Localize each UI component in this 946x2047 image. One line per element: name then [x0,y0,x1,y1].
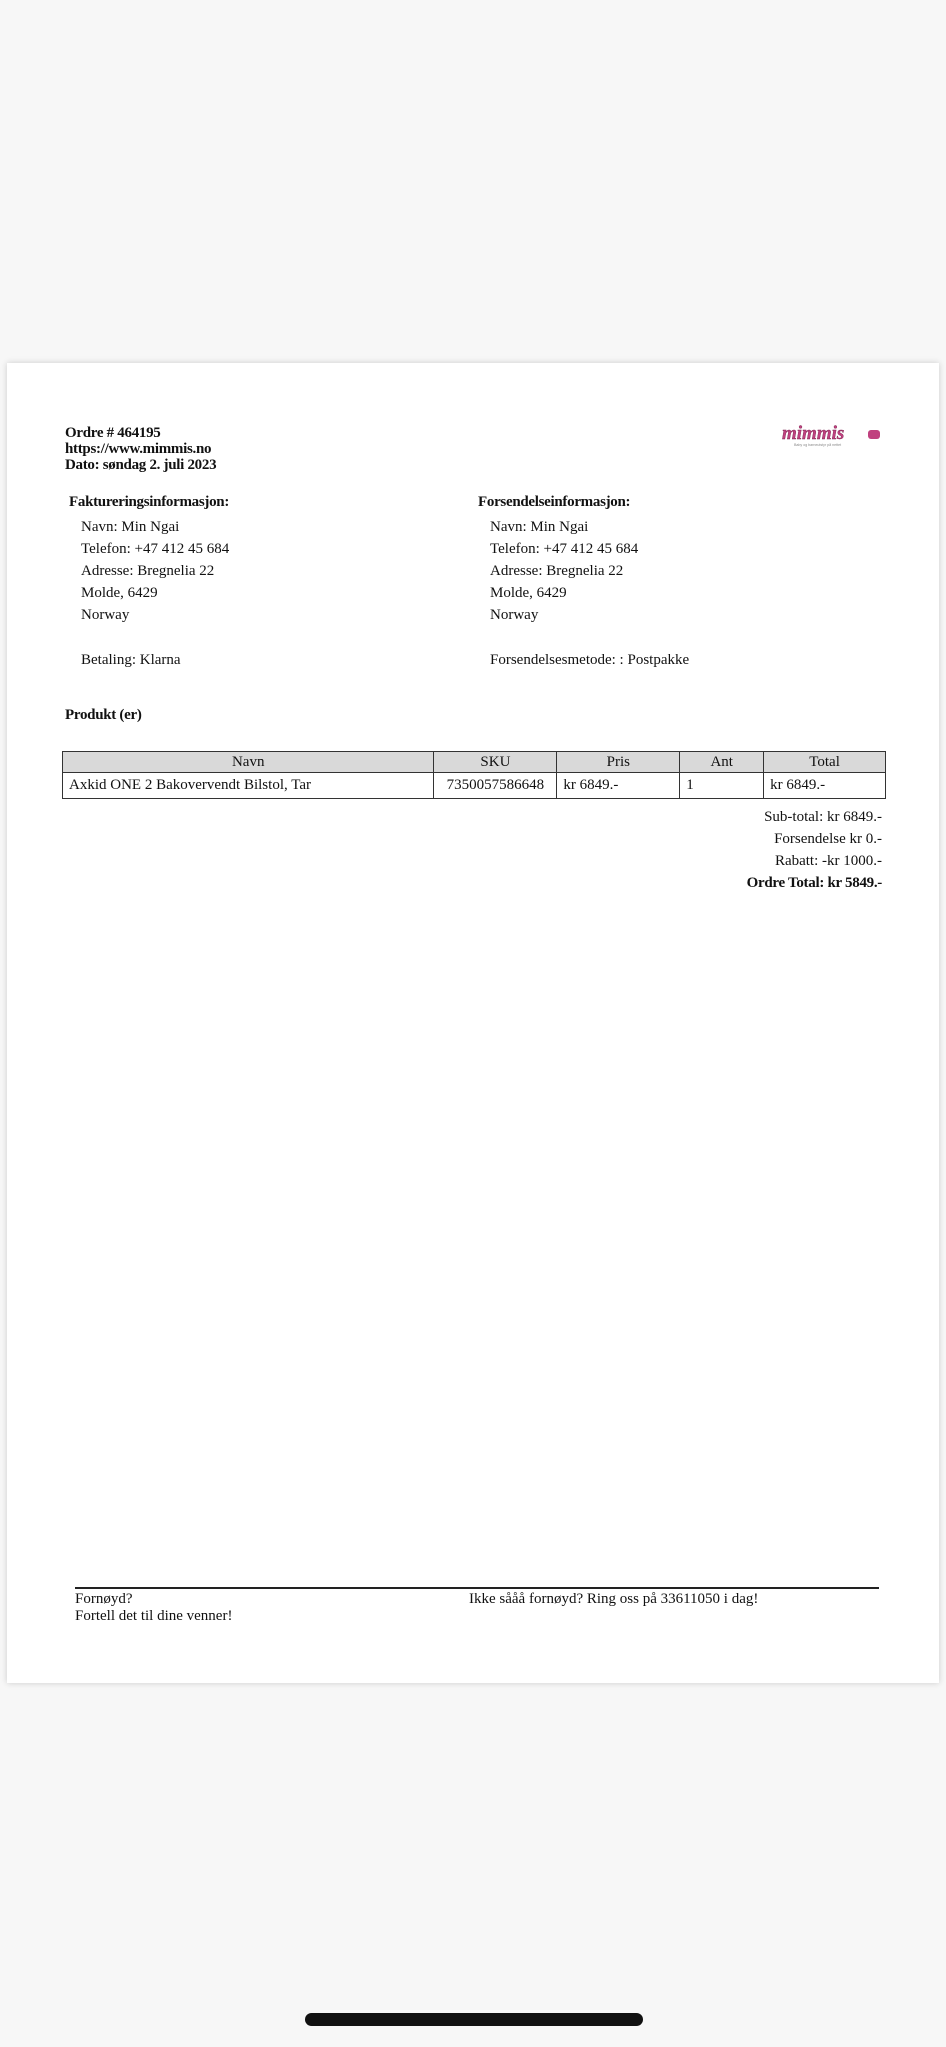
billing-phone: Telefon: +47 412 45 684 [81,541,230,557]
mimmis-logo [782,423,882,449]
website-url[interactable]: https://www.mimmis.no [65,441,212,457]
payment-method: Betaling: Klarna [81,652,181,668]
product-price: kr 6849.- [557,773,680,799]
discount: Rabatt: -kr 1000.- [774,853,882,869]
billing-address: Adresse: Bregnelia 22 [81,563,215,579]
order-totals [747,806,882,894]
order-number: Ordre # 464195 [65,425,161,441]
product-name: Axkid ONE 2 Bakovervendt Bilstol, Tar [63,773,434,799]
logo-badge-icon [868,430,880,439]
billing-country: Norway [81,607,130,623]
order-meta [65,425,216,473]
shipping-heading: Forsendelseinformasjon: [478,494,631,510]
billing-name: Navn: Min Ngai [81,519,180,535]
shipping-phone: Telefon: +47 412 45 684 [490,541,639,557]
grand-total: Ordre Total: kr 5849.- [746,875,882,891]
footer-contact: Ikke sååå fornøyd? Ring oss på 33611050 i dag! [469,1591,759,1607]
billing-heading: Faktureringsinformasjon: [69,494,230,510]
footer-divider [75,1587,879,1589]
column-header-name: Navn [63,752,434,773]
shipping-address: Adresse: Bregnelia 22 [490,563,624,579]
billing-city: Molde, 6429 [81,585,158,601]
column-header-sku: SKU [434,752,557,773]
footer-satisfied: Fornøyd? [75,1591,133,1607]
column-header-quantity: Ant [680,752,764,773]
column-header-total: Total [764,752,886,773]
order-date: Dato: søndag 2. juli 2023 [65,457,217,473]
product-total: kr 6849.- [764,773,886,799]
shipping-info [478,494,638,626]
product-quantity: 1 [680,773,764,799]
shipping-city: Molde, 6429 [490,585,567,601]
logo-wordmark: mimmis [782,423,845,444]
shipping-name: Navn: Min Ngai [490,519,589,535]
shipping-method: Forsendelsesmetode: : Postpakke [490,652,690,668]
invoice-page [7,363,939,1683]
table-header-row [63,752,886,773]
table-row [63,773,886,799]
column-header-price: Pris [557,752,680,773]
home-indicator[interactable] [305,2013,643,2026]
footer-left [75,1591,232,1625]
footer-tell-friends: Fortell det til dine venner! [75,1608,233,1624]
shipping-cost: Forsendelse kr 0.- [774,831,882,847]
products-table [62,751,886,799]
shipping-country: Norway [490,607,539,623]
product-sku: 7350057586648 [434,773,557,799]
billing-info [69,494,229,626]
logo-tagline: Baby og barneutstyr på nettet [794,443,842,447]
products-title: Produkt (er) [65,707,142,723]
subtotal: Sub-total: kr 6849.- [764,809,882,825]
